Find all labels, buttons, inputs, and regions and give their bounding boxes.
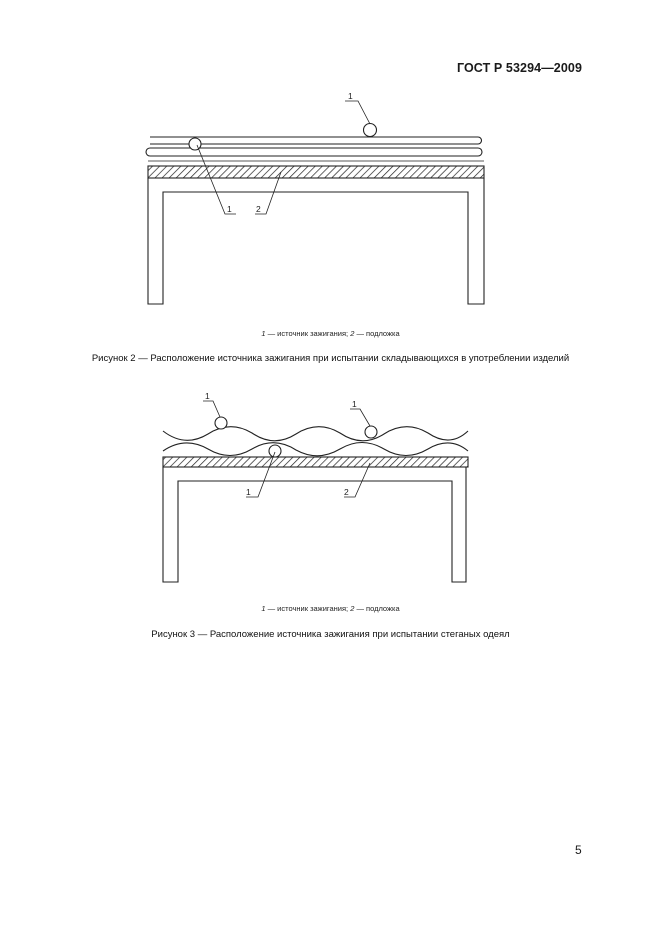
callout-label-substrate: 2 xyxy=(256,204,261,214)
upper-quilt-layer xyxy=(163,427,468,441)
figure-2-caption: Рисунок 2 — Расположение источника зажигания при испытании складывающихся в употреблении изделий xyxy=(91,353,570,364)
ignition-source-between xyxy=(269,445,281,457)
figure-2-diagram xyxy=(0,0,661,320)
ignition-source-between xyxy=(189,138,201,150)
callout-label-right: 1 xyxy=(352,399,357,409)
callout-label-source: 1 xyxy=(227,204,232,214)
legend-2-num2: 2 xyxy=(350,329,355,338)
callout-leader-top xyxy=(345,101,370,124)
figure-3-diagram xyxy=(0,380,661,590)
callout-label-substrate: 2 xyxy=(344,487,349,497)
legend-3-text2: — подложка xyxy=(354,604,400,613)
legend-2-num1: 1 xyxy=(261,329,266,338)
callout-label-top: 1 xyxy=(348,91,353,101)
legend-2-text2: — подложка xyxy=(354,329,400,338)
substrate-hatched xyxy=(148,166,484,178)
legend-3-num1: 1 xyxy=(261,604,266,613)
ignition-source-left xyxy=(215,417,227,429)
standard-number: ГОСТ Р 53294—2009 xyxy=(456,61,582,75)
lower-quilt-layer xyxy=(163,443,468,456)
figure-3-legend xyxy=(0,604,661,613)
ignition-source-top xyxy=(364,124,377,137)
legend-2-text1: — источник зажигания; xyxy=(265,329,351,338)
legend-3-text1: — источник зажигания; xyxy=(265,604,351,613)
substrate-hatched xyxy=(163,457,468,467)
legend-3-num2: 2 xyxy=(350,604,355,613)
callout-leader-right xyxy=(350,409,370,426)
table-frame xyxy=(148,178,484,304)
figure-3-caption: Рисунок 3 — Расположение источника зажигания при испытании стеганых одеял xyxy=(151,629,510,640)
callout-label-left: 1 xyxy=(205,391,210,401)
callout-leader-left xyxy=(203,401,220,417)
figure-2-legend xyxy=(0,329,661,338)
page-number: 5 xyxy=(575,843,582,857)
table-frame xyxy=(163,467,466,582)
ignition-source-right xyxy=(365,426,377,438)
callout-label-source: 1 xyxy=(246,487,251,497)
